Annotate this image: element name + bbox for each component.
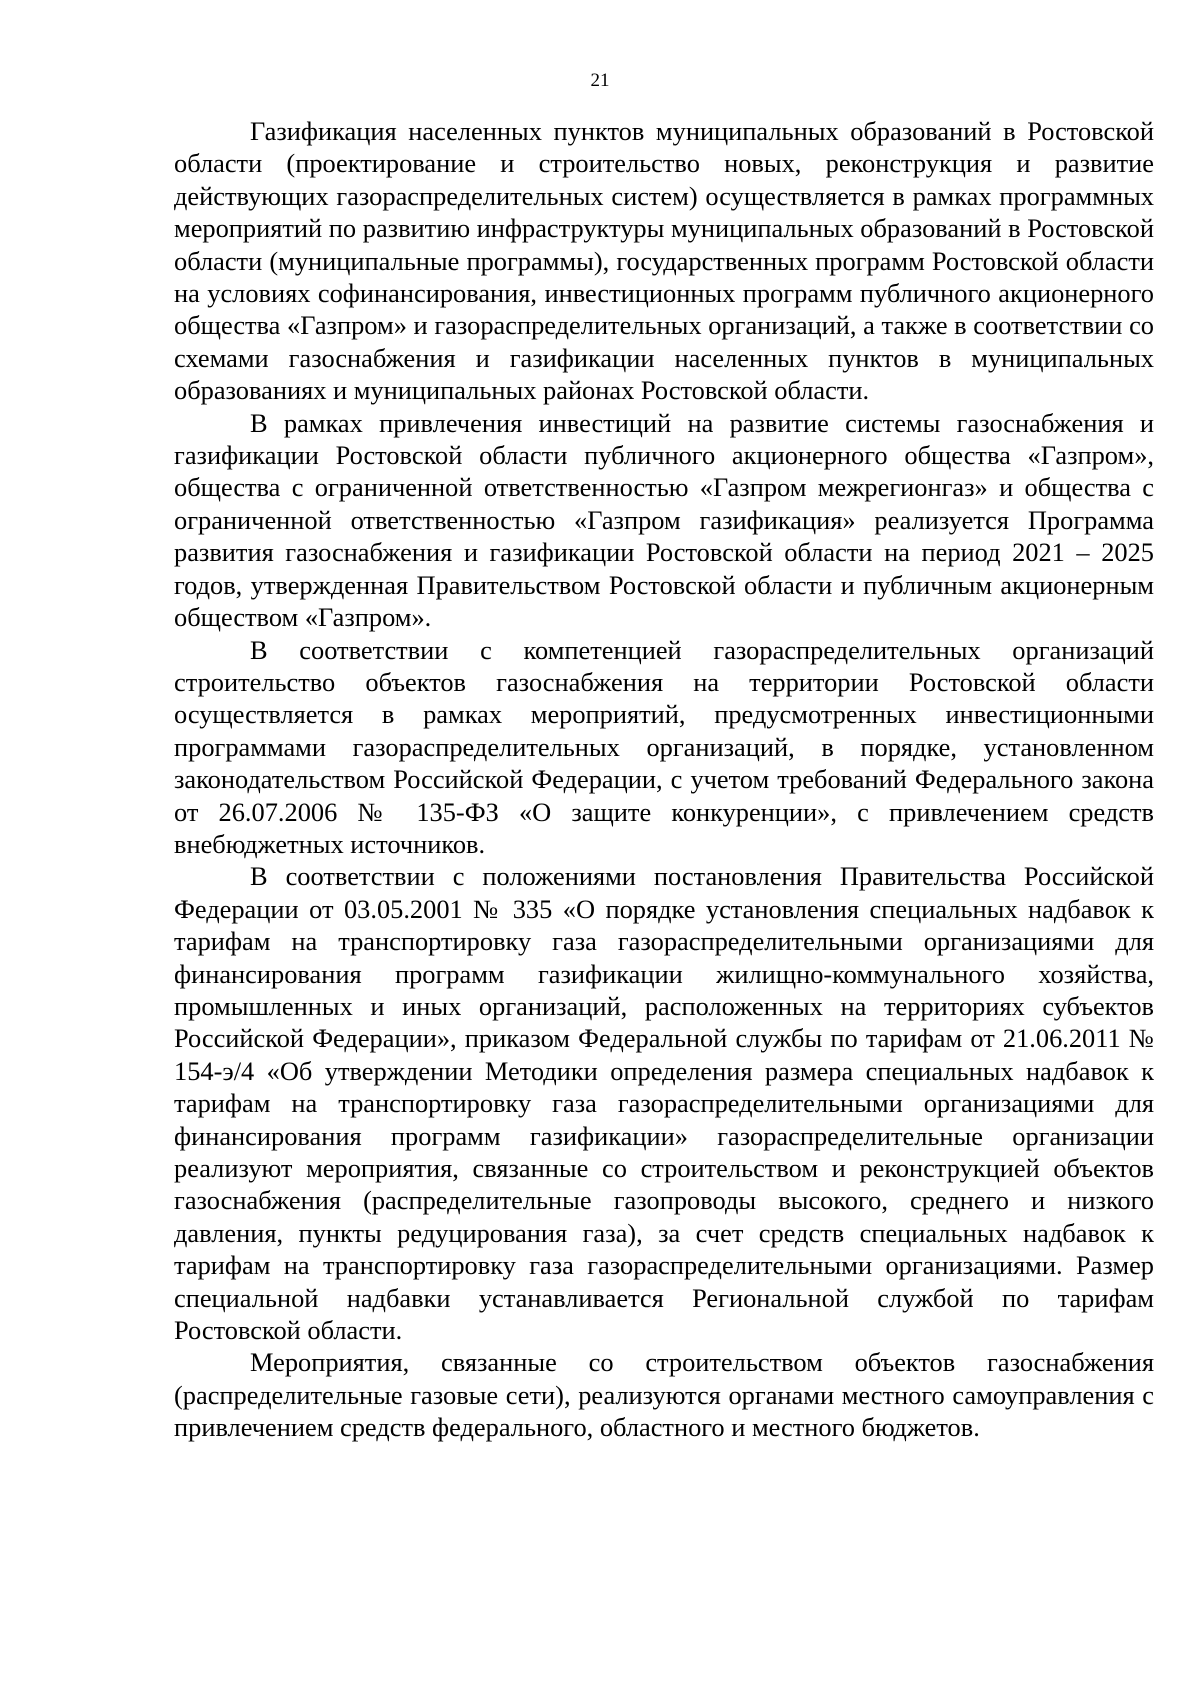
paragraph-gazprom-program: В рамках привлечения инвестиций на развитие системы газоснабжения и газификации Ростовской области публичного акционерного общества «Газпром», общества с ограниченной ответственностью «Газпром межрегионгаз» и общества с ограниченной ответственностью «Газпром газификация» реализуется Программа развития газоснабжения и газификации Ростовской области на период 2021 – 2025 годов, утвержденная Правительством Ростовской области и публичным акционерным обществом «Газпром». xyxy=(174,407,1154,633)
page-number: 21 xyxy=(590,70,610,91)
paragraph-special-surcharges: В соответствии с положениями постановления Правительства Российской Федерации от 03.05.2001 № 335 «О порядке установления специальных надбавок к тарифам на транспортировку газа газораспределительными организациями для финансирования программ газификации жилищно-коммунального хозяйства, промышленных и иных организаций, расположенных на территориях субъектов Российской Федерации», приказом Федеральной службы по тарифам от 21.06.2011 № 154-э/4 «Об утверждении Методики определения размера специальных надбавок к тарифам на транспортировку газа газораспределительными организациями для финансирования программ газификации» газораспределительные организации реализуют мероприятия, связанные со строительством и реконструкцией объектов газоснабжения (распределительные газопроводы высокого, среднего и низкого давления, пункты редуцирования газа), за счет средств специальных надбавок к тарифам на транспортировку газа газораспределительными организациями. Размер специальной надбавки устанавливается Региональной службой по тарифам Ростовской области. xyxy=(174,861,1154,1346)
paragraph-gasification-overview: Газификация населенных пунктов муниципальных образований в Ростовской области (проектирование и строительство новых, реконструкция и развитие действующих газораспределительных систем) осуществляется в рамках программных мероприятий по развитию инфраструктуры муниципальных образований в Ростовской области (муниципальные программы), государственных программ Ростовской области на условиях софинансирования, инвестиционных программ публичного акционерного общества «Газпром» и газораспределительных организаций, а также в соответствии со схемами газоснабжения и газификации населенных пунктов в муниципальных образованиях и муниципальных районах Ростовской области. xyxy=(174,116,1154,406)
paragraph-local-government: Мероприятия, связанные со строительством объектов газоснабжения (распределительные газовые сети), реализуются органами местного самоуправления с привлечением средств федерального, областного и местного бюджетов. xyxy=(174,1347,1154,1443)
document-body xyxy=(174,115,1154,1444)
paragraph-distribution-organizations: В соответствии с компетенцией газораспределительных организаций строительство объектов газоснабжения на территории Ростовской области осуществляется в рамках мероприятий, предусмотренных инвестиционными программами газораспределительных организаций, в порядке, установленном законодательством Российской Федерации, с учетом требований Федерального закона от 26.07.2006 № 135-ФЗ «О защите конкуренции», с привлечением средств внебюджетных источников. xyxy=(174,634,1154,859)
